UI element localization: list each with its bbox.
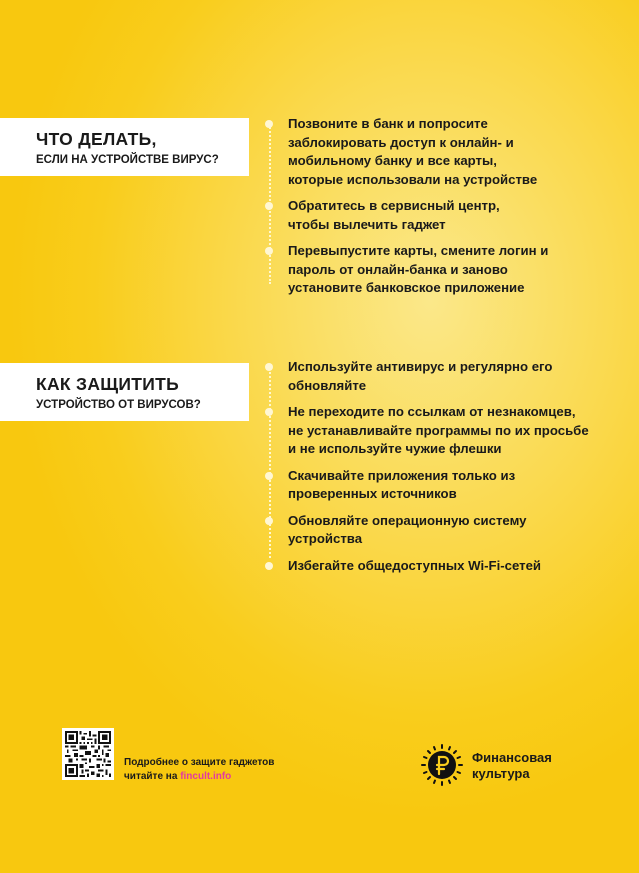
list-item [262, 115, 602, 189]
footer [0, 726, 639, 786]
section-title: ЧТО ДЕЛАТЬ, [36, 129, 157, 149]
list-item-text: Не переходите по ссылкам от незнакомцев, не устанавливайте программы по их просьбе и не используйте чужие флешки [288, 404, 589, 456]
list-item [262, 403, 602, 459]
list-item-text: Скачивайте приложения только из проверенных источников [288, 467, 516, 501]
list-item [262, 467, 602, 504]
section-title: КАК ЗАЩИТИТЬ [36, 374, 180, 394]
fincult-link[interactable]: fincult.info [180, 771, 232, 782]
list-item [262, 358, 602, 395]
protection-list [262, 358, 602, 583]
list-item-text: Перевыпустите карты, смените логин и пароль от онлайн-банка и заново установите банковское приложение [288, 243, 549, 295]
section-heading [0, 118, 249, 176]
footer-line1: Подробнее о защите гаджетов [124, 757, 275, 768]
section-subtitle: ЕСЛИ НА УСТРОЙСТВЕ ВИРУС? [36, 154, 219, 166]
list-item [262, 557, 602, 576]
list-item-text: Обратитесь в сервисный центр, чтобы вылечить гаджет [288, 198, 500, 232]
list-item-text: Обновляйте операционную систему устройства [288, 512, 527, 546]
bullet-dot-icon [265, 517, 273, 525]
list-item-text: Используйте антивирус и регулярно его обновляйте [288, 359, 553, 393]
list-item-text: Позвоните в банк и попросите заблокировать доступ к онлайн- и мобильному банку и все карты, которые использовали на устройстве [288, 116, 538, 187]
actions-list [262, 115, 602, 306]
list-item [262, 242, 602, 298]
ruble-coin-icon [421, 744, 463, 786]
bullet-dot-icon [265, 472, 273, 480]
bullet-dot-icon [265, 247, 273, 255]
list-item-text: Избегайте общедоступных Wi-Fi-сетей [288, 557, 542, 573]
bullet-dot-icon [265, 562, 273, 570]
footer-line2-prefix: читайте на [124, 771, 181, 782]
section-heading [0, 363, 249, 421]
logo-line1: Финансовая [472, 750, 552, 765]
bullet-dot-icon [265, 363, 273, 371]
bullet-dot-icon [265, 202, 273, 210]
list-item [262, 512, 602, 549]
list-item [262, 197, 602, 234]
brand-logo-text [472, 750, 552, 782]
logo-line2: культура [472, 766, 530, 781]
footer-caption [124, 756, 274, 784]
bullet-dot-icon [265, 408, 273, 416]
section-subtitle: УСТРОЙСТВО ОТ ВИРУСОВ? [36, 399, 201, 411]
footer-line2 [124, 770, 274, 784]
bullet-dot-icon [265, 120, 273, 128]
qr-code-icon[interactable] [62, 728, 114, 780]
